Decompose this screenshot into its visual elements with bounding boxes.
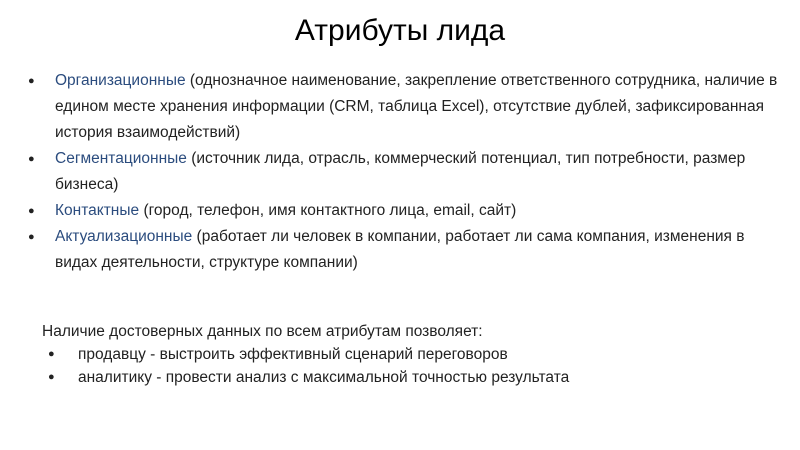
summary-block [42, 320, 782, 389]
attribute-term: Контактные [55, 202, 140, 219]
attribute-item-organizational [28, 68, 788, 146]
bullet-icon: ● [28, 75, 35, 87]
slide-title: Атрибуты лида [294, 14, 506, 47]
attribute-description: (работает ли человек в компании, работает ли сама компания, изменения в видах деятельности, структуре компании) [55, 228, 745, 271]
attribute-item-segmentation [28, 146, 788, 198]
bullet-icon: ● [48, 348, 55, 360]
bullet-icon: ● [48, 371, 55, 383]
attribute-description: (однозначное наименование, закрепление ответственного сотрудника, наличие в едином месте хранения информации (CRM, таблица Excel), отсутствие дублей, зафиксированная история взаимодействий) [55, 72, 778, 141]
summary-item-analyst [42, 366, 782, 389]
attribute-item-contact [28, 198, 788, 224]
bullet-icon: ● [28, 231, 35, 243]
attribute-term: Актуализационные [55, 228, 193, 245]
summary-list [42, 343, 782, 389]
summary-item-text: аналитику - провести анализ с максимальной точностью результата [78, 369, 570, 386]
attribute-list [28, 68, 788, 276]
attribute-item-actualization [28, 224, 788, 276]
attribute-description: (источник лида, отрасль, коммерческий потенциал, тип потребности, размер бизнеса) [55, 150, 746, 193]
attribute-term: Организационные [55, 72, 186, 89]
bullet-icon: ● [28, 205, 35, 217]
summary-item-text: продавцу - выстроить эффективный сценарий переговоров [78, 346, 508, 363]
attribute-description: (город, телефон, имя контактного лица, email, сайт) [139, 202, 517, 219]
attribute-term: Сегментационные [55, 150, 187, 167]
bullet-icon: ● [28, 153, 35, 165]
summary-intro: Наличие достоверных данных по всем атрибутам позволяет: [42, 323, 483, 340]
summary-item-seller [42, 343, 782, 366]
